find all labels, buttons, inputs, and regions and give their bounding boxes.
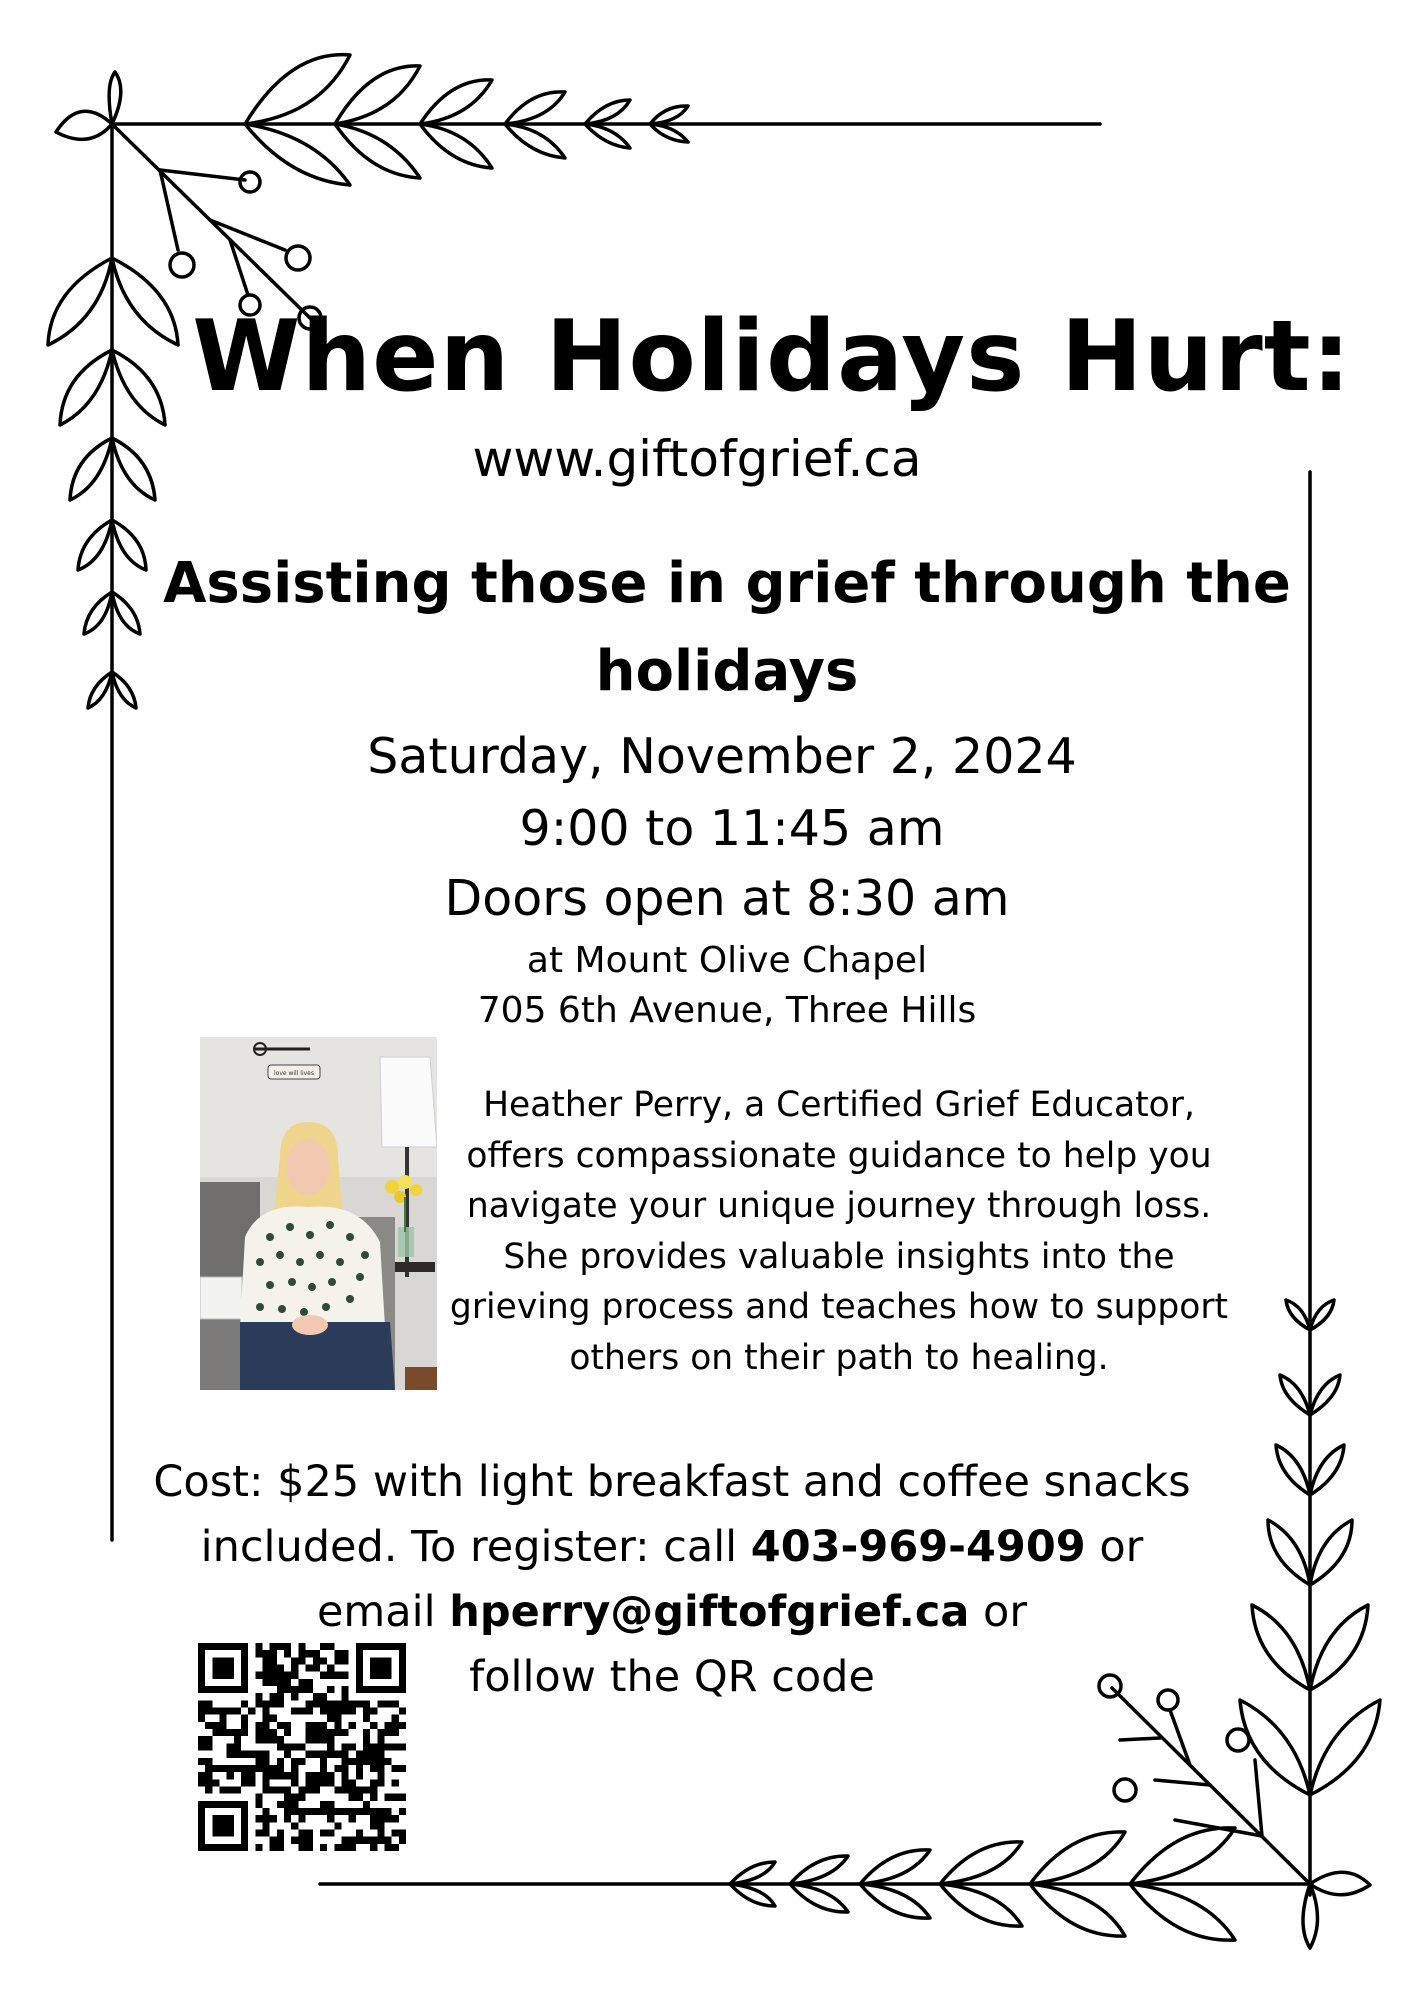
phone-number[interactable]: 403-969-4909: [750, 1522, 1086, 1572]
website-link[interactable]: www.giftofgrief.ca: [472, 430, 922, 488]
bio-line: navigate your unique journey through loss.: [466, 1186, 1212, 1226]
presenter-photo: [200, 1037, 437, 1390]
event-venue: at Mount Olive Chapel: [526, 940, 928, 981]
subtitle-line-2: holidays: [595, 639, 859, 704]
bio-line: offers compassionate guidance to help you: [466, 1135, 1212, 1176]
subtitle-line-1: Assisting those in grief through the: [163, 551, 1291, 616]
bio-line: She provides valuable insights into the: [503, 1236, 1175, 1277]
bio-line: grieving process and teaches how to support: [449, 1287, 1229, 1327]
cost-line: Cost: $25 with light breakfast and coffee snacks: [153, 1457, 1191, 1507]
event-date: Saturday, November 2, 2024: [367, 728, 1077, 785]
doors-open-time: Doors open at 8:30 am: [444, 870, 1010, 927]
subtitle: [20, 540, 1414, 716]
email-label: email: [316, 1587, 450, 1637]
qr-code[interactable]: [198, 1643, 406, 1851]
page-title: When Holidays Hurt:: [192, 300, 1352, 414]
register-text: included. To register: call: [200, 1522, 751, 1572]
register-line: [0, 1515, 1379, 1580]
bio-line: Heather Perry, a Certified Grief Educator,: [483, 1085, 1195, 1125]
event-time: 9:00 to 11:45 am: [519, 800, 945, 857]
presenter-bio: [436, 1080, 1242, 1383]
photo-sign-text: love will lives: [273, 1070, 315, 1077]
bio-line: others on their path to healing.: [569, 1337, 1109, 1378]
qr-instruction: follow the QR code: [469, 1652, 875, 1702]
event-address: 705 6th Avenue, Three Hills: [477, 990, 977, 1031]
email-line: [0, 1580, 1379, 1645]
email-address[interactable]: hperry@giftofgrief.ca: [449, 1587, 970, 1637]
email-or-text: or: [969, 1587, 1028, 1637]
register-or-text: or: [1085, 1522, 1144, 1572]
